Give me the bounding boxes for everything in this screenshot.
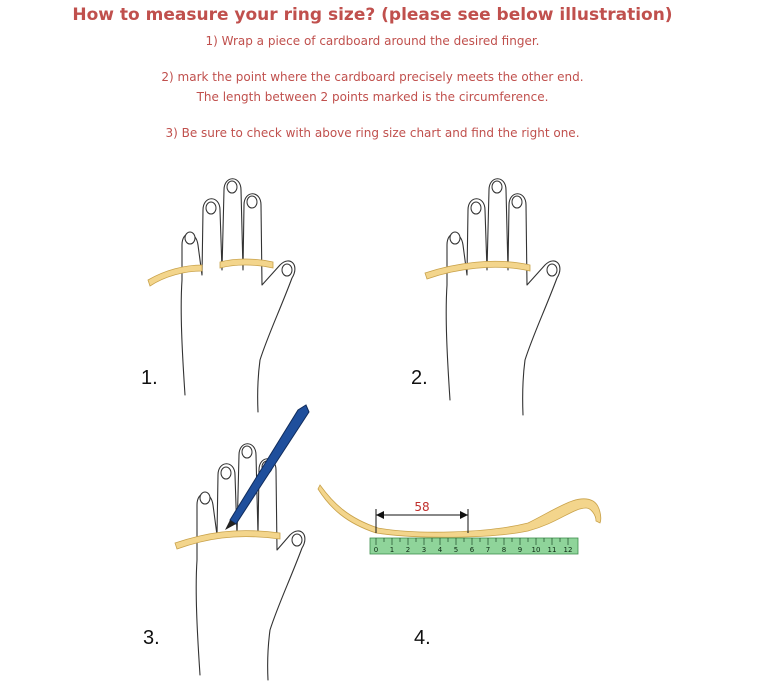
figure-number-2: 2. bbox=[411, 367, 428, 389]
illustration-3-hand-mark bbox=[170, 400, 330, 685]
pen-icon bbox=[225, 405, 309, 530]
ruler-label: 5 bbox=[453, 546, 459, 554]
step-2-detail-text: The length between 2 points marked is the circumference. bbox=[196, 90, 549, 104]
illustration-2-hand-overlap bbox=[420, 175, 590, 420]
illustration-1-hand-wrap bbox=[140, 170, 310, 415]
step-3-text: 3) Be sure to check with above ring size chart and find the right one. bbox=[165, 126, 580, 140]
figure-number-1: 1. bbox=[141, 367, 158, 389]
ruler-label: 6 bbox=[469, 546, 475, 554]
ruler-label: 8 bbox=[501, 546, 507, 554]
ruler-label: 7 bbox=[485, 546, 491, 554]
step-2-text: 2) mark the point where the cardboard precisely meets the other end. bbox=[161, 70, 584, 84]
ruler-label: 4 bbox=[437, 546, 443, 554]
figure-number-3: 3. bbox=[143, 627, 160, 649]
measurement-value: 58 bbox=[414, 500, 430, 514]
ruler-label: 2 bbox=[405, 546, 411, 554]
ruler-label: 10 bbox=[531, 546, 541, 554]
ruler-label: 0 bbox=[373, 546, 379, 554]
ruler-label: 11 bbox=[547, 546, 557, 554]
ruler-label: 1 bbox=[389, 546, 395, 554]
ruler bbox=[370, 538, 578, 554]
ruler-label: 3 bbox=[421, 546, 427, 554]
page-title: How to measure your ring size? (please see below illustration) bbox=[72, 5, 673, 25]
ruler-label: 12 bbox=[563, 546, 573, 554]
ruler-label: 9 bbox=[517, 546, 523, 554]
illustration-4-strip-ruler bbox=[318, 483, 608, 563]
step-1-text: 1) Wrap a piece of cardboard around the desired finger. bbox=[205, 34, 540, 48]
figure-number-4: 4. bbox=[414, 627, 431, 649]
